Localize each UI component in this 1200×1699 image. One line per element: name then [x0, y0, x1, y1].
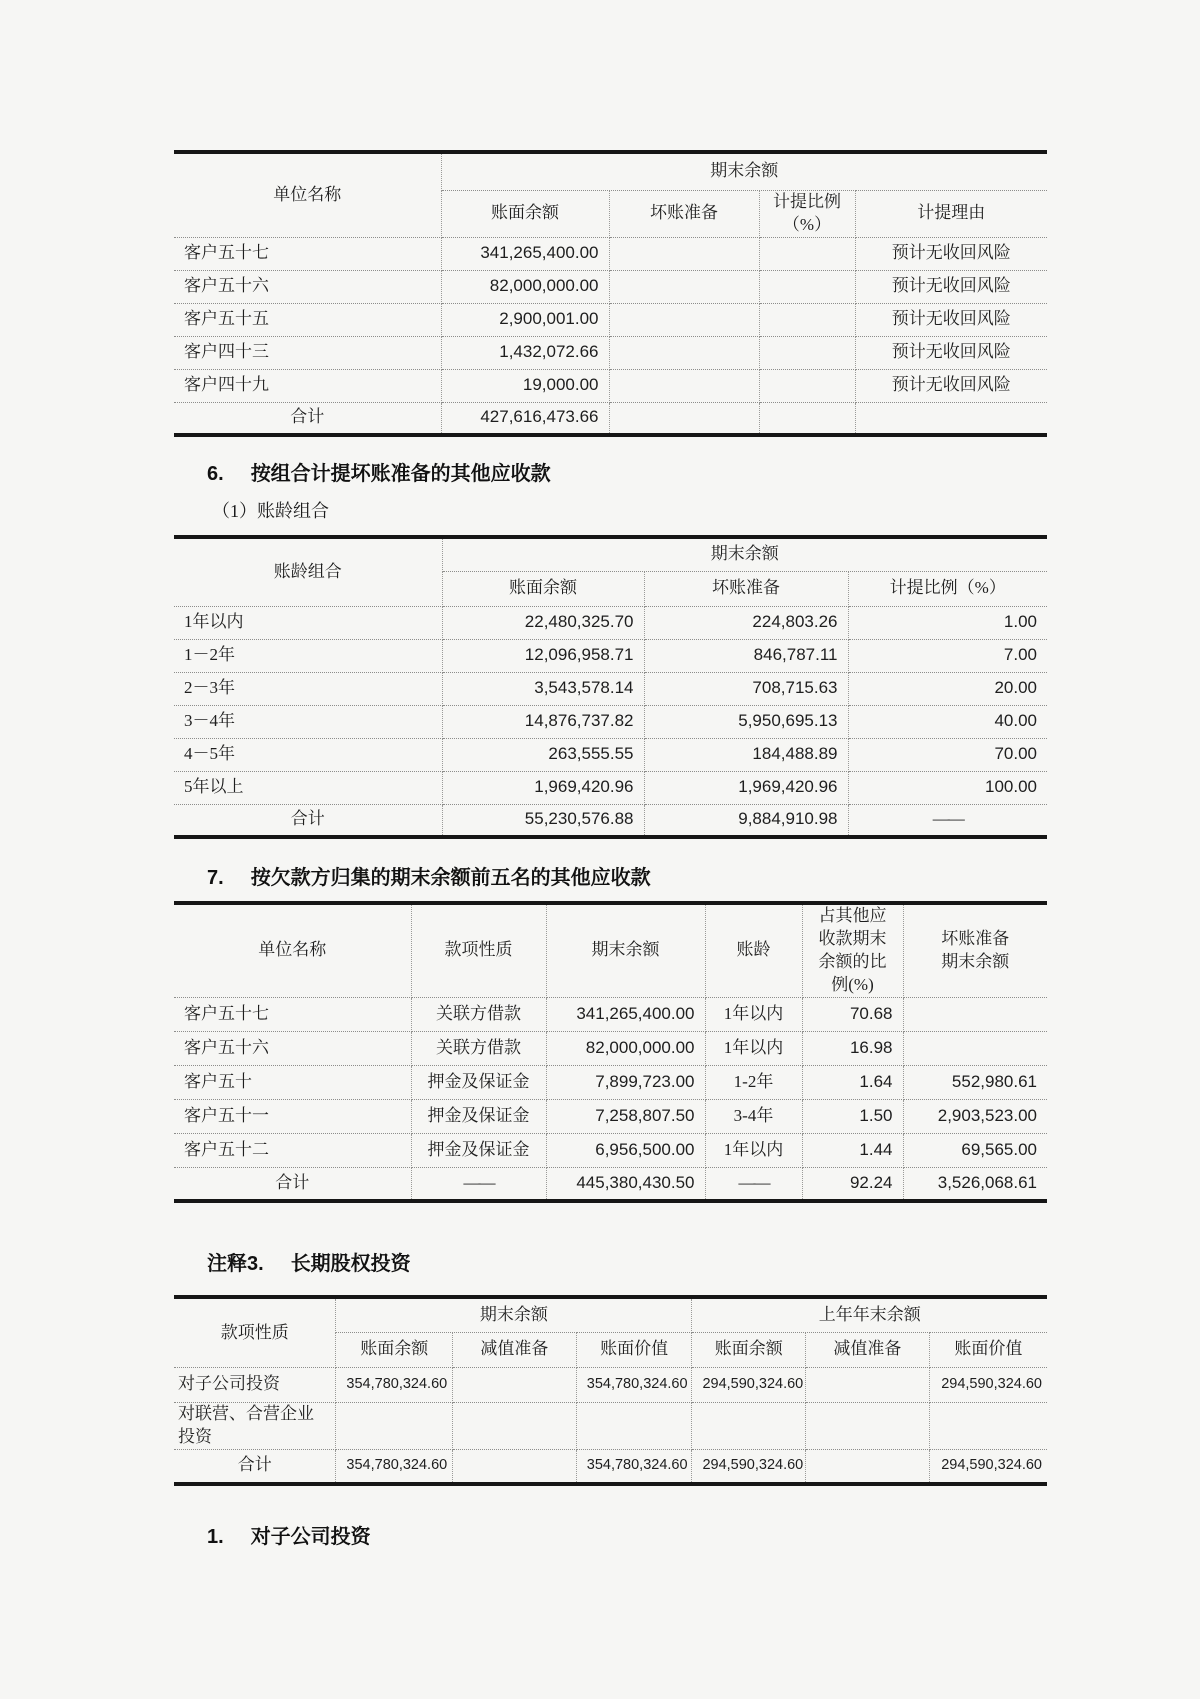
- table-row: [174, 738, 1047, 771]
- section-6-heading: [207, 461, 1200, 487]
- bad-debt-balance-cell: 3,526,068.61: [903, 1167, 1047, 1201]
- table-row: [174, 1402, 1047, 1449]
- ratio-cell: [759, 237, 855, 270]
- book-balance-cell: 354,780,324.60: [336, 1449, 453, 1484]
- impairment-cell: [806, 1402, 930, 1449]
- bad-debt-balance-cell: 2,903,523.00: [903, 1099, 1047, 1133]
- col-header-closing-balance: 期末余额: [546, 903, 705, 997]
- percentage-cell: 92.24: [802, 1167, 903, 1201]
- table-row: [174, 1031, 1047, 1065]
- aging-cell: 5年以上: [174, 771, 442, 804]
- bad-debt-cell: 224,803.26: [644, 606, 848, 639]
- section-number: 1.: [207, 1526, 224, 1549]
- aging-cell: 2－3年: [174, 672, 442, 705]
- impairment-cell: [453, 1367, 577, 1402]
- col-group-prior-year-balance: 上年年末余额: [692, 1297, 1047, 1332]
- aging-cell: 1-2年: [705, 1065, 802, 1099]
- aging-portfolio-table: [174, 535, 1047, 839]
- impairment-cell: [806, 1367, 930, 1402]
- carrying-value-cell: [929, 1402, 1047, 1449]
- table-row: [174, 1065, 1047, 1099]
- section-title: 长期股权投资: [290, 1253, 411, 1276]
- section-6-subheading: （1）账龄组合: [212, 501, 329, 521]
- book-balance-cell: 263,555.55: [442, 738, 644, 771]
- table-row: [174, 1133, 1047, 1167]
- col-header-carrying-value: 账面价值: [929, 1332, 1047, 1367]
- total-row: [174, 804, 1047, 837]
- note-3-heading: [207, 1251, 1200, 1277]
- col-header-percentage: 占其他应收款期末余额的比例(%): [802, 903, 903, 997]
- book-balance-cell: [692, 1402, 806, 1449]
- unit-name-cell: 客户五十二: [174, 1133, 411, 1167]
- col-header-bad-debt-provision: 坏账准备: [609, 190, 759, 237]
- total-label-cell: 合计: [174, 402, 441, 435]
- bad-debt-cell: [609, 369, 759, 402]
- section-1-heading: [207, 1524, 1200, 1550]
- table-row: [174, 705, 1047, 738]
- col-header-unit-name: 单位名称: [174, 152, 441, 237]
- reason-cell: 预计无收回风险: [855, 369, 1047, 402]
- bad-debt-cell: [609, 270, 759, 303]
- nature-cell: 对联营、合营企业投资: [174, 1402, 336, 1449]
- carrying-value-cell: [576, 1402, 692, 1449]
- section-number: 7.: [207, 867, 224, 889]
- table-row: [174, 1367, 1047, 1402]
- reason-cell: 预计无收回风险: [855, 336, 1047, 369]
- ratio-cell: 100.00: [848, 771, 1047, 804]
- book-balance-cell: 354,780,324.60: [336, 1367, 453, 1402]
- bad-debt-cell: [609, 237, 759, 270]
- table-row: [174, 237, 1047, 270]
- nature-cell: ——: [411, 1167, 546, 1201]
- col-header-aging: 账龄: [705, 903, 802, 997]
- long-term-equity-investment-table: [174, 1295, 1047, 1486]
- ratio-cell: [759, 270, 855, 303]
- bad-debt-cell: 846,787.11: [644, 639, 848, 672]
- col-header-provision-reason: 计提理由: [855, 190, 1047, 237]
- book-balance-cell: 1,969,420.96: [442, 771, 644, 804]
- ratio-cell: 40.00: [848, 705, 1047, 738]
- bad-debt-cell: 708,715.63: [644, 672, 848, 705]
- unit-name-cell: 客户四十九: [174, 369, 441, 402]
- total-row: [174, 1449, 1047, 1484]
- aging-cell: 1年以内: [174, 606, 442, 639]
- bad-debt-cell: 5,950,695.13: [644, 705, 848, 738]
- percentage-cell: 70.68: [802, 997, 903, 1031]
- book-balance-cell: 341,265,400.00: [441, 237, 609, 270]
- book-balance-cell: 12,096,958.71: [442, 639, 644, 672]
- percentage-cell: 1.64: [802, 1065, 903, 1099]
- section-number: 6.: [207, 463, 224, 485]
- book-balance-cell: 55,230,576.88: [442, 804, 644, 837]
- aging-cell: 4－5年: [174, 738, 442, 771]
- book-balance-cell: 82,000,000.00: [441, 270, 609, 303]
- nature-cell: 关联方借款: [411, 997, 546, 1031]
- total-label-cell: 合计: [174, 804, 442, 837]
- closing-balance-cell: 341,265,400.00: [546, 997, 705, 1031]
- carrying-value-cell: 294,590,324.60: [929, 1449, 1047, 1484]
- table-row: [174, 270, 1047, 303]
- nature-cell: 对子公司投资: [174, 1367, 336, 1402]
- nature-cell: 关联方借款: [411, 1031, 546, 1065]
- col-header-nature: 款项性质: [411, 903, 546, 997]
- col-header-book-balance: 账面余额: [692, 1332, 806, 1367]
- aging-cell: 1年以内: [705, 1031, 802, 1065]
- book-balance-cell: 2,900,001.00: [441, 303, 609, 336]
- reason-cell: 预计无收回风险: [855, 237, 1047, 270]
- book-balance-cell: 22,480,325.70: [442, 606, 644, 639]
- top-five-debtors-table: [174, 901, 1047, 1203]
- col-header-book-balance: 账面余额: [442, 571, 644, 606]
- table-row: [174, 1099, 1047, 1133]
- table-header-row: [174, 152, 1047, 190]
- ratio-cell: 7.00: [848, 639, 1047, 672]
- section-title: 按欠款方归集的期末余额前五名的其他应收款: [250, 867, 651, 889]
- impairment-cell: [453, 1402, 577, 1449]
- aging-cell: 1－2年: [174, 639, 442, 672]
- table-row: [174, 369, 1047, 402]
- percentage-cell: 1.50: [802, 1099, 903, 1133]
- book-balance-cell: 3,543,578.14: [442, 672, 644, 705]
- book-balance-cell: 427,616,473.66: [441, 402, 609, 435]
- total-row: [174, 402, 1047, 435]
- col-header-book-balance: 账面余额: [336, 1332, 453, 1367]
- table-row: [174, 771, 1047, 804]
- reason-cell: 预计无收回风险: [855, 270, 1047, 303]
- bad-debt-cell: [609, 303, 759, 336]
- section-7-heading: [207, 865, 1200, 891]
- total-label-cell: 合计: [174, 1449, 336, 1484]
- carrying-value-cell: 354,780,324.60: [576, 1449, 692, 1484]
- unit-name-cell: 客户五十六: [174, 270, 441, 303]
- ratio-cell: [759, 336, 855, 369]
- col-header-unit-name: 单位名称: [174, 903, 411, 997]
- percentage-cell: 1.44: [802, 1133, 903, 1167]
- col-header-provision-ratio: 计提比例（%）: [759, 190, 855, 237]
- bad-debt-balance-cell: [903, 1031, 1047, 1065]
- table-row: [174, 672, 1047, 705]
- nature-cell: 押金及保证金: [411, 1065, 546, 1099]
- carrying-value-cell: 294,590,324.60: [929, 1367, 1047, 1402]
- closing-balance-cell: 7,258,807.50: [546, 1099, 705, 1133]
- bad-debt-cell: [609, 402, 759, 435]
- bad-debt-cell: 184,488.89: [644, 738, 848, 771]
- col-header-aging-group: 账龄组合: [174, 537, 442, 606]
- ratio-cell: 70.00: [848, 738, 1047, 771]
- table-header-row: [174, 537, 1047, 571]
- ratio-cell: 1.00: [848, 606, 1047, 639]
- bad-debt-cell: 1,969,420.96: [644, 771, 848, 804]
- ratio-cell: [759, 303, 855, 336]
- unit-name-cell: 客户五十七: [174, 997, 411, 1031]
- col-group-closing-balance: 期末余额: [336, 1297, 692, 1332]
- carrying-value-cell: 354,780,324.60: [576, 1367, 692, 1402]
- book-balance-cell: 19,000.00: [441, 369, 609, 402]
- reason-cell: 预计无收回风险: [855, 303, 1047, 336]
- table-header-row: [174, 903, 1047, 997]
- ratio-cell: 20.00: [848, 672, 1047, 705]
- bad-debt-balance-cell: 69,565.00: [903, 1133, 1047, 1167]
- book-balance-cell: [336, 1402, 453, 1449]
- col-group-closing-balance: 期末余额: [441, 152, 1047, 190]
- ratio-cell: ——: [848, 804, 1047, 837]
- reason-cell: [855, 402, 1047, 435]
- bad-debt-balance-cell: [903, 997, 1047, 1031]
- individual-provision-table: [174, 150, 1047, 437]
- col-header-bad-debt-balance: 坏账准备期末余额: [903, 903, 1047, 997]
- table-header-row: [174, 1297, 1047, 1332]
- bad-debt-balance-cell: 552,980.61: [903, 1065, 1047, 1099]
- section-title: 按组合计提坏账准备的其他应收款: [250, 463, 551, 485]
- nature-cell: 押金及保证金: [411, 1133, 546, 1167]
- col-header-impairment: 减值准备: [453, 1332, 577, 1367]
- table-row: [174, 639, 1047, 672]
- col-header-carrying-value: 账面价值: [576, 1332, 692, 1367]
- ratio-cell: [759, 369, 855, 402]
- percentage-cell: 16.98: [802, 1031, 903, 1065]
- unit-name-cell: 客户五十六: [174, 1031, 411, 1065]
- book-balance-cell: 14,876,737.82: [442, 705, 644, 738]
- col-header-impairment: 减值准备: [806, 1332, 930, 1367]
- closing-balance-cell: 445,380,430.50: [546, 1167, 705, 1201]
- closing-balance-cell: 82,000,000.00: [546, 1031, 705, 1065]
- aging-cell: 3－4年: [174, 705, 442, 738]
- table-row: [174, 336, 1047, 369]
- table-row: [174, 606, 1047, 639]
- ratio-cell: [759, 402, 855, 435]
- col-header-book-balance: 账面余额: [441, 190, 609, 237]
- total-label-cell: 合计: [174, 1167, 411, 1201]
- nature-cell: 押金及保证金: [411, 1099, 546, 1133]
- book-balance-cell: 294,590,324.60: [692, 1449, 806, 1484]
- unit-name-cell: 客户五十: [174, 1065, 411, 1099]
- bad-debt-cell: 9,884,910.98: [644, 804, 848, 837]
- aging-cell: ——: [705, 1167, 802, 1201]
- col-header-provision-ratio: 计提比例（%）: [848, 571, 1047, 606]
- unit-name-cell: 客户五十一: [174, 1099, 411, 1133]
- book-balance-cell: 294,590,324.60: [692, 1367, 806, 1402]
- col-header-bad-debt-provision: 坏账准备: [644, 571, 848, 606]
- col-header-nature: 款项性质: [174, 1297, 336, 1367]
- book-balance-cell: 1,432,072.66: [441, 336, 609, 369]
- impairment-cell: [806, 1449, 930, 1484]
- closing-balance-cell: 7,899,723.00: [546, 1065, 705, 1099]
- unit-name-cell: 客户四十三: [174, 336, 441, 369]
- closing-balance-cell: 6,956,500.00: [546, 1133, 705, 1167]
- impairment-cell: [453, 1449, 577, 1484]
- total-row: [174, 1167, 1047, 1201]
- unit-name-cell: 客户五十七: [174, 237, 441, 270]
- table-row: [174, 303, 1047, 336]
- aging-cell: 3-4年: [705, 1099, 802, 1133]
- section-title: 对子公司投资: [250, 1526, 371, 1549]
- bad-debt-cell: [609, 336, 759, 369]
- table-row: [174, 997, 1047, 1031]
- aging-cell: 1年以内: [705, 997, 802, 1031]
- aging-cell: 1年以内: [705, 1133, 802, 1167]
- unit-name-cell: 客户五十五: [174, 303, 441, 336]
- col-group-closing-balance: 期末余额: [442, 537, 1047, 571]
- section-number: 注释3.: [207, 1253, 264, 1276]
